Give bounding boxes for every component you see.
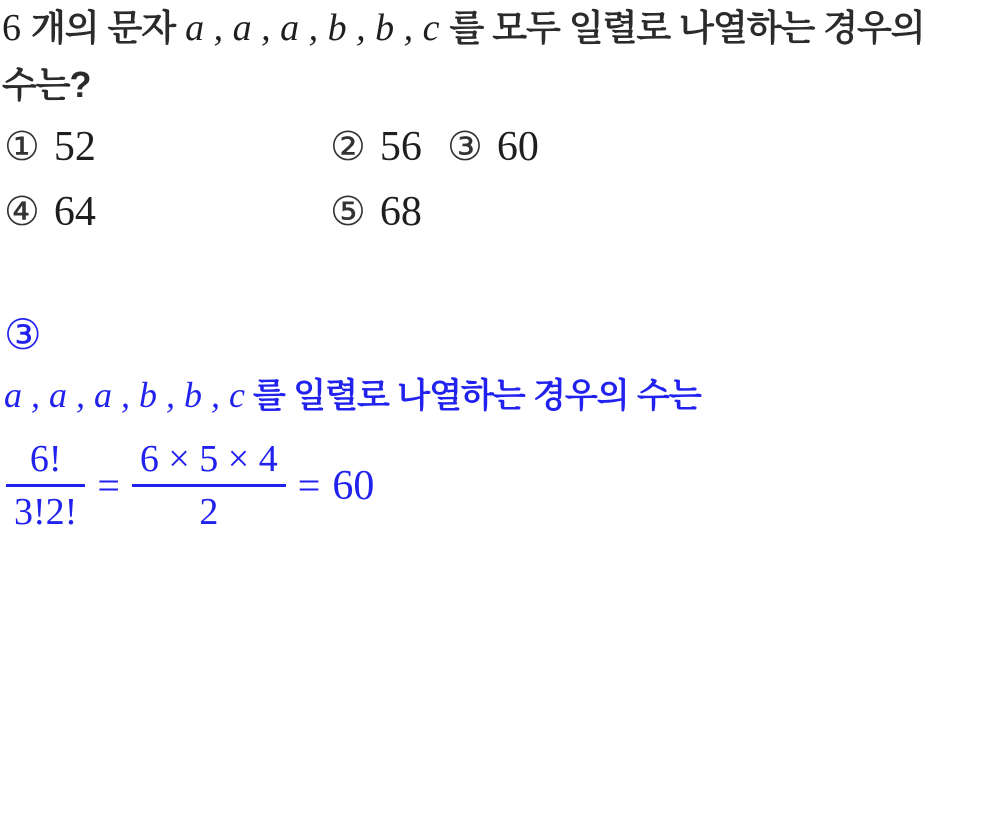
fraction-factorial (6, 440, 85, 531)
choice-4-value: 64 (53, 189, 96, 235)
choice-2-value: 56 (379, 124, 422, 170)
choice-option-2 (330, 126, 422, 168)
problem-tail-text: 를 모두 일렬로 나열하는 경우의 (449, 7, 925, 48)
choice-option-5 (330, 191, 422, 233)
choice-5-value: 68 (379, 189, 422, 235)
choice-2-marker: ② (330, 124, 366, 170)
problem-statement-line2 (2, 62, 91, 109)
fraction-1-denominator: 3!2! (14, 491, 78, 533)
problem-question-text: 수는? (2, 64, 91, 105)
solution-letters: a , a , a , b , b , c (4, 375, 245, 415)
solution-sentence (4, 372, 701, 419)
solution-formula (6, 440, 374, 531)
choice-option-1 (4, 126, 96, 168)
choice-5-marker: ⑤ (330, 189, 366, 235)
problem-count: 6 (2, 7, 21, 49)
choice-1-marker: ① (4, 124, 40, 170)
choice-1-value: 52 (53, 124, 96, 170)
equals-sign-1: = (97, 462, 120, 508)
choice-option-4 (4, 191, 96, 233)
fraction-2-numerator: 6 × 5 × 4 (139, 438, 278, 480)
fraction-2-denominator: 2 (199, 491, 219, 533)
choice-3-value: 60 (496, 124, 539, 170)
choice-4-marker: ④ (4, 189, 40, 235)
problem-letters: a , a , a , b , b , c (185, 7, 440, 49)
problem-lead-text: 개의 문자 (31, 7, 176, 48)
choice-3-marker: ③ (447, 124, 483, 170)
formula-result: 60 (332, 462, 375, 509)
fraction-product (132, 440, 286, 531)
problem-statement-line1 (2, 4, 925, 53)
solution-korean-text: 를 일렬로 나열하는 경우의 수는 (252, 377, 701, 415)
choice-option-3 (447, 126, 539, 168)
answer-marker: ③ (4, 310, 42, 359)
equals-sign-2: = (297, 462, 321, 508)
fraction-1-numerator: 6! (29, 438, 62, 480)
